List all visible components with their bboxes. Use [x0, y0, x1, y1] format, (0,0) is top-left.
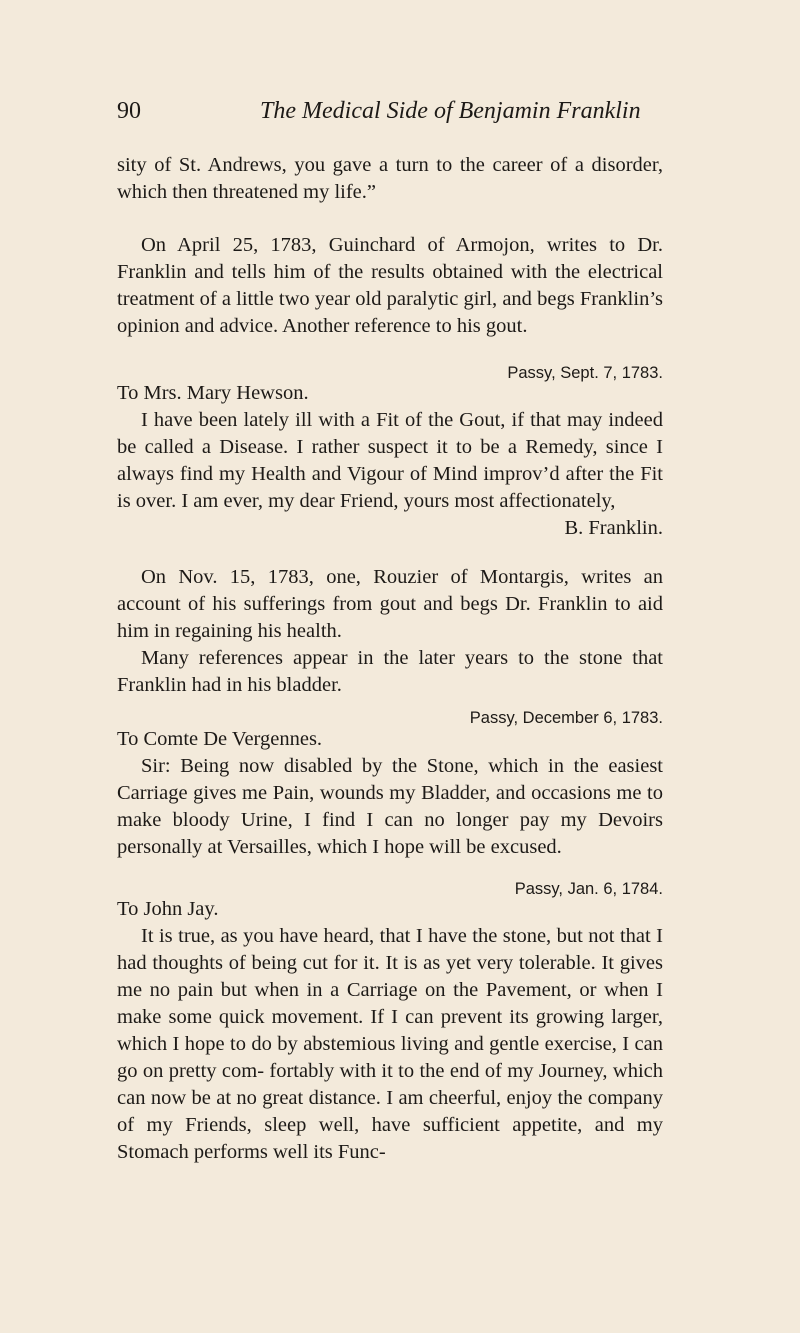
letter-dateline: Passy, Sept. 7, 1783. [507, 364, 663, 382]
letter-signature: B. Franklin. [564, 517, 663, 539]
running-title: The Medical Side of Benjamin Franklin [260, 98, 641, 124]
letter-dateline: Passy, December 6, 1783. [469, 709, 663, 727]
page-number: 90 [117, 98, 141, 124]
letter-vergennes [117, 707, 663, 861]
letter-hewson [117, 362, 663, 542]
paragraph-continuation: sity of St. Andrews, you gave a turn to the career of a disorder, which then threatened my life.” [117, 154, 663, 203]
paragraph-guinchard-block [117, 232, 663, 340]
letter-body: Sir: Being now disabled by the Stone, which in the easiest Carriage gives me Pain, wounds my Bladder, and occasions me to make bloody Urine, I find I can no longer pay my Devoirs personally at Versailles, which I hope will be excused. [117, 755, 663, 858]
letter-recipient: To Comte De Vergennes. [117, 728, 323, 750]
letter-recipient: To Mrs. Mary Hewson. [117, 382, 309, 404]
body-text [117, 152, 663, 206]
paragraph-stone: Many references appear in the later years to the stone that Franklin had in his bladder. [117, 647, 663, 696]
page-header [117, 98, 662, 132]
letter-recipient: To John Jay. [117, 898, 219, 920]
paragraph-rouzier: On Nov. 15, 1783, one, Rouzier of Montargis, writes an account of his sufferings from gout and begs Dr. Franklin to aid him in regaining his health. [117, 566, 663, 642]
paragraph-rouzier-block [117, 564, 663, 699]
letter-jay [117, 878, 663, 1166]
paragraph-guinchard: On April 25, 1783, Guinchard of Armojon, writes to Dr. Franklin and tells him of the results obtained with the electrical treatment of a little two year old paralytic girl, and begs Franklin’s opinion and advice. Another reference to his gout. [117, 234, 663, 337]
letter-dateline: Passy, Jan. 6, 1784. [514, 880, 663, 898]
letter-body: I have been lately ill with a Fit of the Gout, if that may indeed be called a Disease. I rather suspect it to be a Remedy, since I always find my Health and Vigour of Mind improv’d after the Fit is over. I am ever, my dear Friend, yours most affectionately, [117, 409, 663, 512]
letter-body: It is true, as you have heard, that I have the stone, but not that I had thoughts of being cut for it. It is as yet very tolerable. It gives me no pain but when in a Carriage on the Pavement, or when I make some quick movement. If I can prevent its growing larger, which I hope to do by abstemious living and gentle exercise, I can go on pretty com- fortably with it to the end of my Journey, which can now be at no great distance. I am cheerful, enjoy the company of my Friends, sleep well, have sufficient appetite, and my Stomach performs well its Func- [117, 925, 663, 1163]
